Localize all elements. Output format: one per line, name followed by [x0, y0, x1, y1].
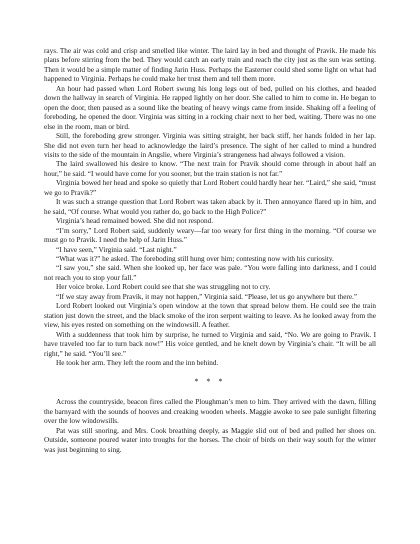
paragraph: rays. The air was cold and crisp and smelled like winter. The laird lay in bed and thought of Pravik. He made his plans before stirring from the bed. They would catch an early train and reach the city just as the sun was setting. Then it would be a simple matter of finding Jarin Huss. Perhaps the Easterner could shed some light on what had happened to Virginia. Perhaps he could make her trust them and tell them more. — [44, 47, 376, 84]
section-two — [44, 398, 376, 455]
paragraph: “I’m sorry,” Lord Robert said, suddenly weary—far too weary for first thing in the morning. “Of course we must go to Pravik. I need the help of Jarin Huss.” — [44, 226, 376, 245]
paragraph: Virginia’s head remained bowed. She did not respond. — [56, 217, 214, 226]
paragraph: Across the countryside, beacon fires called the Ploughman’s men to him. They arrived with the dawn, filling the barnyard with the sounds of hooves and creaking wooden wheels. Maggie awoke to see pale sunlight filtering over the low windowsills. — [44, 398, 376, 426]
paragraph: “If we stay away from Pravik, it may not happen,” Virginia said. “Please, let us go anywhere but there.” — [56, 292, 358, 301]
scene-break: * * * — [194, 377, 226, 387]
paragraph: Lord Robert looked out Virginia’s open window at the town that spread below them. He could see the train station just down the street, and the black smoke of the iron serpent waiting to leave. As he looked away from the view, his eyes rested on something on the windowsill. A feather. — [44, 302, 376, 330]
paragraph: An hour had passed when Lord Robert swung his long legs out of bed, pulled on his clothes, and headed down the hallway in search of Virginia. He rapped lightly on her door. She called to him to come in. He began to open the door, then paused as a sound like the beating of heavy wings came from inside. Shaking off a feeling of foreboding, he opened the door. Virginia was sitting in a rocking chair next to her bed, waiting. There was no one else in the room, man or bird. — [44, 84, 376, 131]
paragraph: Her voice broke. Lord Robert could see that she was struggling not to cry. — [56, 283, 271, 292]
paragraph: The laird swallowed his desire to know. “The next train for Pravik should come through in about half an hour,” he said. “I would have come for you sooner, but the train station is not far.” — [44, 160, 376, 178]
paragraph: “I have seen,” Virginia said. “Last night.” — [56, 245, 177, 254]
paragraph: “I saw you,” she said. When she looked up, her face was pale. “You were falling into darkness, and I could not reach you to stop your fall.” — [44, 264, 376, 282]
paragraph: Still, the foreboding grew stronger. Virginia was sitting straight, her back stiff, her hands folded in her lap. She did not even turn her head to acknowledge the laird’s presence. The sight of her called to mind a hundred visits to the side of the mountain in Angslie, where Virginia’s strangeness had always followed a vision. — [44, 132, 376, 159]
paragraph: Pat was still snoring, and Mrs. Cook breathing deeply, as Maggie slid out of bed and pulled her shoes on. Outside, someone poured water into troughs for the horses. The choir of birds on their way south for the winter was just beginning to sing. — [44, 426, 376, 454]
paragraph: With a suddenness that took him by surprise, he turned to Virginia and said, “No. We are going to Pravik. I have traveled too far to turn back now!” His voice gentled, and he knelt down by Virginia’s chair. “It will be all right,” he said. “You’ll see.” — [44, 330, 376, 358]
section-one — [44, 47, 376, 368]
paragraph: “What was it?” he asked. The foreboding still hung over him; contesting now with his curiosity. — [56, 254, 334, 263]
paragraph: He took her arm. They left the room and the inn behind. — [56, 358, 219, 367]
paragraph: It was such a strange question that Lord Robert was taken aback by it. Then annoyance flared up in him, and he said, “Of course. What would you rather do, go back to the High Police?” — [44, 198, 376, 216]
paragraph: Virginia bowed her head and spoke so quietly that Lord Robert could hardly hear her. “Laird,” she said, “must we go to Pravik?” — [44, 179, 376, 197]
